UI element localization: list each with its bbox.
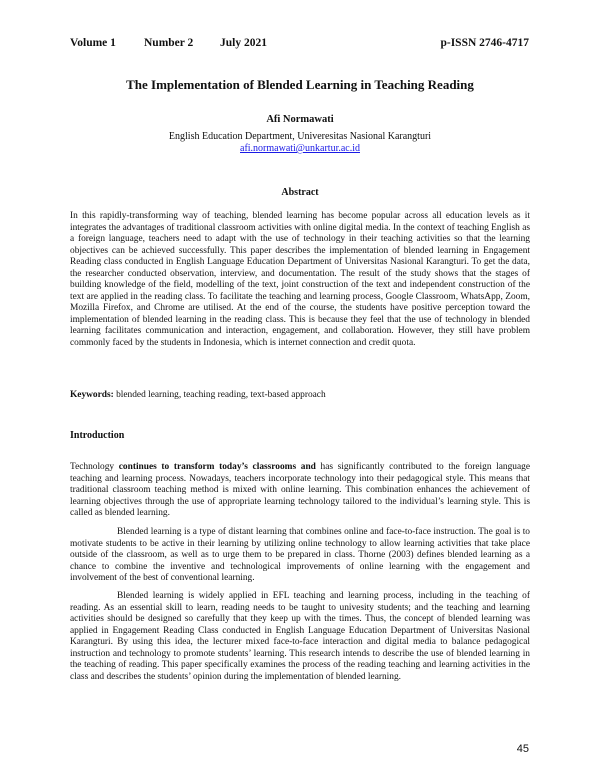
abstract-heading: Abstract <box>281 187 319 198</box>
author-email-link[interactable]: afi.normawati@unkartur.ac.id <box>240 143 360 154</box>
abstract-text: In this rapidly-transforming way of teaching, blended learning has become popular across all education levels as it integrates the advantages of traditional classroom activities with online digital media. In the context of teaching English as a foreign language, teachers need to adapt with the use of technology in their teaching activities so that the learning objectives can be achieved successfully. This paper describes the implementation of blended learning in Engagement Reading class conducted in English Language Education Department of Universitas Nasional Karangturi. To get the data, the researcher conducted observation, interview, and documentation. The result of the study shows that the stages of building knowledge of the field, modelling of the text, joint construction of the text and independent construction of the text are applied in the reading class. To facilitate the teaching and learning process, Google Classroom, WhatsApp, Zoom, Mozilla Firefox, and Chrome are utilised. At the end of the course, the students have positive perception toward the implementation of blended learning in the reading class. This is because they feel that the use of technology in blended learning facilitates communication and interaction, engagement, and collaboration. However, they still have problem commonly faced by the students in Indonesia, which is internet connection and credit quota. <box>70 211 530 348</box>
intro-paragraph-1 <box>70 462 530 520</box>
keywords-label: Keywords: <box>70 390 114 400</box>
author-affiliation: English Education Department, Univeresitas Nasional Karangturi <box>168 131 432 142</box>
p1-rest: has significantly contributed to the foreign language teaching and learning process. Nowadays, teachers incorporate technology into their pedagogical style. This means that traditional classroom teaching method is mixed with online learning. This combination enhances the achievement of learning objectives through the use of appropriate learning technology tailored to the individual’s learning style. This is called as blended learning. <box>70 462 530 518</box>
intro-paragraph-2: Blended learning is a type of distant learning that combines online and face-to-face instruction. The goal is to motivate students to be active in their learning by utilizing online technology to allow learning activities that take place outside of the classroom, as well as to urge them to be prepared in class. Thorne (2003) defines blended learning as a chance to combine the inventive and technological improvements of online learning with the engagement and involvement of the best of conventional learning. <box>70 527 530 583</box>
p1-start: Technology <box>70 462 119 472</box>
author-name: Afi Normawati <box>266 114 334 125</box>
keywords-line <box>70 390 530 400</box>
paper-title: The Implementation of Blended Learning in Teaching Reading <box>126 77 474 92</box>
date-label: July 2021 <box>220 37 267 49</box>
issn-label: p-ISSN 2746-4717 <box>440 37 529 49</box>
keywords-value: blended learning, teaching reading, text-based approach <box>116 390 326 400</box>
introduction-heading: Introduction <box>70 430 125 441</box>
number-label: Number 2 <box>144 37 194 49</box>
intro-paragraph-3: Blended learning is widely applied in EFL teaching and learning process, including in the teaching of reading. As an essential skill to learn, reading needs to be taught to univesity students; and the teaching and learning activities should be designed so carefully that they keep up with the times. Thus, the concept of blended learning was applied in Engagement Reading Class conducted in English Language Education Department of Universitas Nasional Karangturi. By using this idea, the lecturer mixed face-to-face interaction and digital media to balance pedagogical instruction and technology to promote students’ learning. This research intends to describe the use of blended learning in the teaching of reading. This paper specifically examines the process of the reading teaching and learning activities in the class and describes the students’ opinion during the implementation of blended learning. <box>70 591 530 682</box>
journal-header <box>70 37 529 51</box>
volume-label: Volume 1 <box>70 37 116 49</box>
p1-bold: continues to transform today’s classrooms and <box>118 462 316 472</box>
page-number: 45 <box>516 743 529 755</box>
